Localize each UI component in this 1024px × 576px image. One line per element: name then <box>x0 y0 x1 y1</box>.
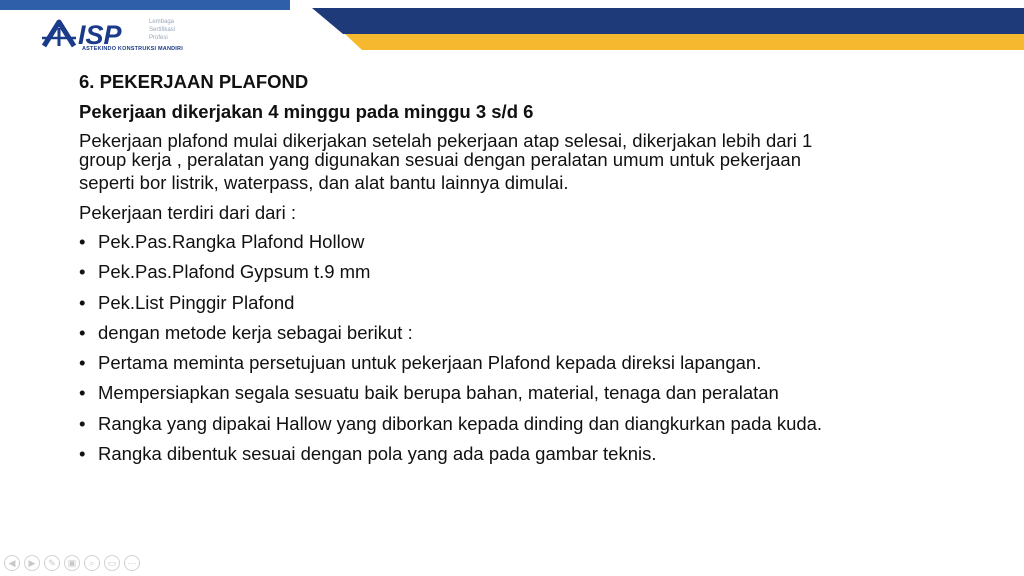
bullet: • <box>79 291 86 313</box>
more-icon[interactable]: ⋯ <box>124 555 140 571</box>
prev-icon[interactable]: ◀ <box>4 555 20 571</box>
list-item-text: Mempersiapkan segala sesuatu baik berupa bahan, material, tenaga dan peralatan <box>98 382 779 404</box>
work-items-list <box>79 231 979 473</box>
list-item <box>79 443 979 473</box>
list-item-text: dengan metode kerja sebagai berikut : <box>98 321 413 343</box>
list-item <box>79 352 979 382</box>
slide-subheading: Pekerjaan dikerjakan 4 minggu pada minggu 3 s/d 6 <box>79 101 534 122</box>
slides-icon[interactable]: ▣ <box>64 555 80 571</box>
list-item-text: Pek.Pas.Plafond Gypsum t.9 mm <box>98 261 371 283</box>
zoom-icon[interactable]: ⌕ <box>84 555 100 571</box>
list-item-text: Rangka yang dipakai Hallow yang diborkan kepada dinding dan diangkurkan pada kuda. <box>98 412 823 434</box>
paragraph-line: group kerja , peralatan yang digunakan sesuai dengan peralatan umum untuk pekerjaan <box>79 149 801 170</box>
paragraph-line: seperti bor listrik, waterpass, dan alat bantu lainnya dimulai. <box>79 172 569 193</box>
logo-subtitle-line: Lembaga <box>149 19 175 25</box>
list-item <box>79 292 979 322</box>
list-item <box>79 261 979 291</box>
bullet: • <box>79 321 86 343</box>
list-item-text: Pek.Pas.Rangka Plafond Hollow <box>98 231 365 252</box>
list-item <box>79 413 979 443</box>
gold-band <box>345 34 1024 50</box>
logo-subtitle-line: Profesi <box>149 35 168 41</box>
list-item-text: Rangka dibentuk sesuai dengan pola yang ada pada gambar teknis. <box>98 443 657 465</box>
logo-subtitle-line: Sertifikasi <box>149 27 176 33</box>
list-item <box>79 382 979 412</box>
list-item-text: Pertama meminta persetujuan untuk pekerjaan Plafond kepada direksi lapangan. <box>98 352 762 374</box>
slide-content <box>79 70 979 473</box>
next-icon[interactable]: ▶ <box>24 555 40 571</box>
slide-heading: 6. PEKERJAAN PLAFOND <box>79 71 309 92</box>
logo-text: ISP <box>78 20 122 50</box>
pen-icon[interactable]: ✎ <box>44 555 60 571</box>
screen-icon[interactable]: ▭ <box>104 555 120 571</box>
slideshow-controls <box>4 555 140 573</box>
navy-band <box>312 8 1024 34</box>
bullet: • <box>79 352 86 374</box>
list-item <box>79 231 979 261</box>
bullet: • <box>79 412 86 434</box>
bullet: • <box>79 231 86 252</box>
list-item <box>79 322 979 352</box>
logo-tagline: ASTEKINDO KONSTRUKSI MANDIRI <box>82 46 183 52</box>
list-item-text: Pek.List Pinggir Plafond <box>98 291 295 313</box>
intro-text: Pekerjaan terdiri dari dari : <box>79 202 296 223</box>
bullet: • <box>79 382 86 404</box>
paragraph-line: Pekerjaan plafond mulai dikerjakan setelah pekerjaan atap selesai, dikerjakan lebih dari 1 <box>79 130 813 151</box>
bullet: • <box>79 443 86 465</box>
bullet: • <box>79 261 86 283</box>
logo-subtitle <box>149 18 175 42</box>
description-paragraph <box>79 129 979 195</box>
